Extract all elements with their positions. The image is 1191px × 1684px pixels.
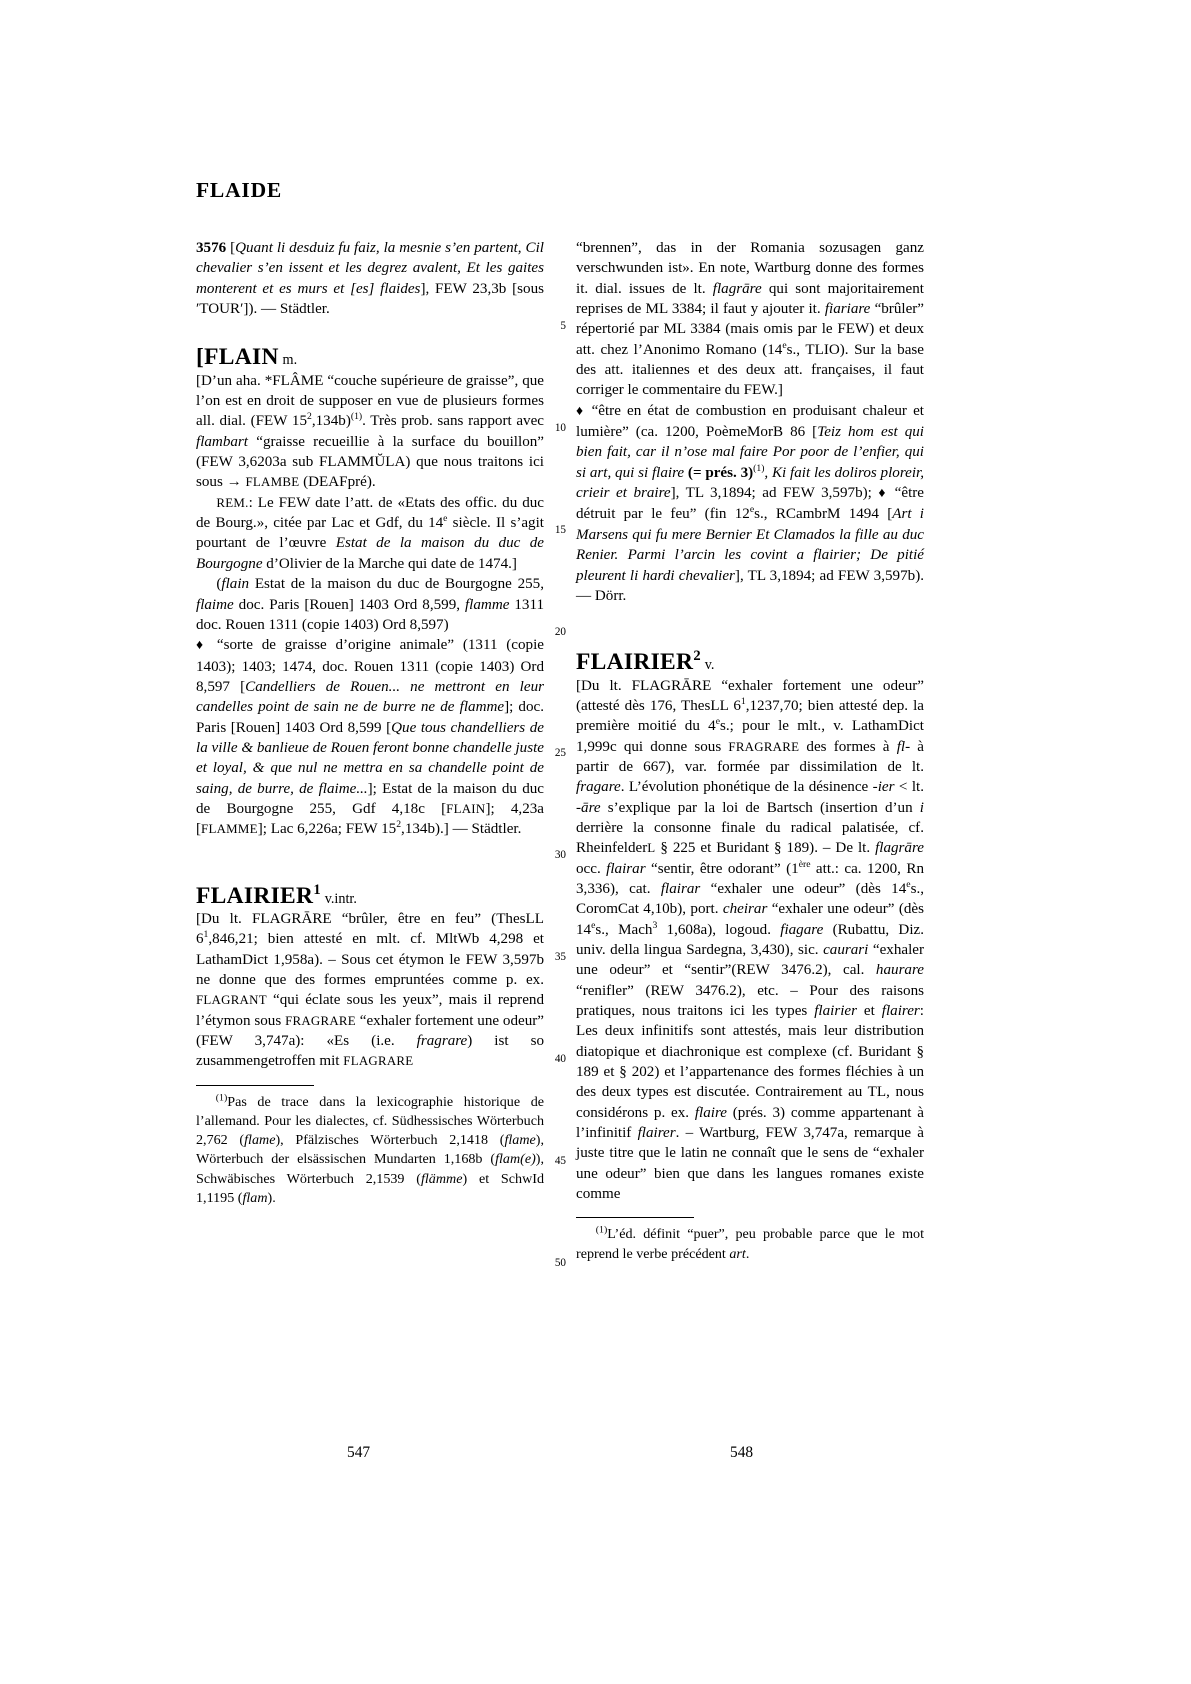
continuation-text-d: s., TLIO). Sur la base des att. italiennes et des deux att. françaises, il faut corriger le commentaire du FEW.] xyxy=(576,341,924,399)
continuation-text-a: “brennen”, das in der Romania sozusagen ganz verschwunden ist». En note, Wartburg donne des formes it. dial. issues de lt. xyxy=(576,240,924,297)
flairier2-text-f: . L’évolution phonétique de la désinence xyxy=(620,779,873,796)
pos-flairier2: v. xyxy=(704,657,715,674)
sense-text-c: ]; Estat de la maison du duc de Bourgogne 255, Gdf 4,18c [ xyxy=(196,780,544,817)
form-flaime: flaime xyxy=(196,596,234,613)
flairier2-italic-i: i xyxy=(919,799,924,816)
sense-flairier1-right xyxy=(576,401,924,606)
flairier2-sup-6: 3 xyxy=(652,919,658,931)
line-number-50: 50 xyxy=(554,1257,566,1269)
flairier2-italic-fragare: fragare xyxy=(576,779,621,796)
line-number-20: 20 xyxy=(554,626,566,638)
sense1-text-f: ], TL 3,1894; ad FEW 3,597b). — Dörr. xyxy=(576,567,924,604)
flairier2-text-x: (prés. 3) comme appartenant à l’infinitif xyxy=(576,1104,924,1142)
footnote-left-italic-4: flämme xyxy=(420,1170,463,1187)
flairier2-italic-flagrare: flagrāre xyxy=(875,840,924,857)
footnote-right-text-a: L’éd. définit “puer”, peu probable parce que le mot reprend le verbe précédent xyxy=(576,1226,924,1262)
footnote-right-mark: (1) xyxy=(595,1224,608,1236)
flairier2-italic-flairer: flairer xyxy=(881,1003,920,1020)
flairier1-text-b: ,846,21; bien attesté en mlt. cf. MltWb 4,298 et LathamDict 1,958a). – Sous cet étymon le FEW 3,597b ne donne que des formes empruntées comme p. ex. xyxy=(196,931,544,988)
sense-text-a: “sorte de graisse d’origine animale” (1311 (copie 1403); 1403; 1474, doc. Rouen 1311 (copie 1403) Ord 8,597 [ xyxy=(196,637,544,695)
flairier2-sup-3: ère xyxy=(798,858,811,870)
flairier2-text-j: § 225 et Buridant § 189). – De lt. xyxy=(655,840,876,857)
footnote-left-italic-2: flame xyxy=(504,1132,536,1149)
line-number-35: 35 xyxy=(554,951,566,963)
lemma-flairier2-text: FLAIRIER xyxy=(576,649,694,676)
etymology-text-b: ,134b) xyxy=(311,413,351,430)
flairier1-text-c: “qui éclate sous les yeux”, mais il reprend l’étymon sous xyxy=(196,992,544,1029)
etymology-text-c: . Très prob. sans rapport avec xyxy=(362,413,544,430)
sense1-quote-2: , Ki fait les doliros ploreir, crieir et braire xyxy=(576,464,924,502)
flairier2-text-c: s.; pour le mlt., v. LathamDict 1,999c qui donne sous xyxy=(576,718,924,755)
flairier2-smallcaps-l: L xyxy=(647,840,656,856)
continuation-paragraph xyxy=(576,238,924,401)
remark-flain xyxy=(196,493,544,574)
footnote-left-text-c: ), Wörterbuch der elsässischen Mundarten 1,168b ( xyxy=(196,1132,544,1168)
folio-right: 548 xyxy=(730,1444,754,1461)
flairier2-italic-caurari: caurari xyxy=(823,942,869,958)
sense-quote-2: Que tous chandelliers de la ville & banlieue de Rouen feront bonne chandelle juste et loyal, & que nul ne mettra en sa chandelle point de saing, de burre, de flaime... xyxy=(196,719,544,797)
folio-left: 547 xyxy=(347,1444,371,1461)
sense-quote-1: Candelliers de Rouen... ne mettront en leur candelles point de sain ne de burre ne de flamme xyxy=(196,678,544,716)
crossref-flambe[interactable]: FLAMBE xyxy=(245,474,300,490)
footnote-left-italic-5: flam xyxy=(242,1189,268,1206)
form-flamme: flamme xyxy=(464,596,510,613)
sense1-quote-3: Art i Marsens qui fu mere Bernier Et Clamados la fille au duc Renier. Parmi l’arcin les covint a flairier; De pitié pleurent li hardi chevalier xyxy=(576,506,924,584)
lemma-flairier2-superscript: 2 xyxy=(693,648,701,665)
citation-3576: 3576 [Quant li desduiz fu faiz, la mesnie s’en partent, Cil chevalier s’en issent et les degrez avalent, Et les gaites monterent et es murs et [es] flaides], FEW 23,3b [sous ʹTOURʹ]). — Städtler. xyxy=(196,240,544,318)
lemma-flain: [FLAIN xyxy=(196,344,279,371)
etymology-italic-flambart: flambart xyxy=(196,433,248,450)
sense1-text-b: (= prés. 3) xyxy=(684,464,754,481)
continuation-italic-flagrare: flagrāre xyxy=(712,280,762,297)
flairier2-text-l: “sentir, être odorant” (1 xyxy=(645,860,799,877)
remark-superscript: e xyxy=(443,513,448,525)
remark-text-c: d’Olivier de la Marche qui date de 1474.] xyxy=(262,555,517,572)
right-column xyxy=(576,238,924,1264)
flairier2-italic-flaire: flaire xyxy=(694,1104,727,1121)
flairier2-text-s: (Rubattu, Diz. univ. della lingua Sardegna, 3,430), sic. xyxy=(576,921,924,958)
etymology-flairier1 xyxy=(196,909,544,1072)
flairier2-text-q: s., Mach xyxy=(595,921,653,938)
remark-text-b: siècle. Il s’agit pourtant de l’œuvre xyxy=(196,515,544,552)
sense-text-b: ]; doc. Paris [Rouen] 1403 Ord 8,599 [ xyxy=(196,699,545,736)
sense1-text-c: ], TL 3,1894; ad FEW 3,597b); xyxy=(670,485,879,502)
remark-label: REM. xyxy=(216,494,249,510)
flairier1-smallcaps-flagrant: FLAGRANT xyxy=(196,992,267,1008)
flairier2-text-m: att.: ca. 1200, Rn 3,336), cat. xyxy=(576,860,924,897)
sense-text-d: ]; 4,23a [ xyxy=(196,800,544,838)
footnote-left-italic-3: flam(e) xyxy=(495,1151,536,1168)
entry-heading-flairier2 xyxy=(576,648,924,676)
left-column xyxy=(196,238,544,1208)
entry-heading-flairier1 xyxy=(196,881,544,909)
lemma-flairier1 xyxy=(196,883,321,909)
footnote-rule-right xyxy=(576,1217,694,1218)
sense-diamond-marker: ♦ xyxy=(196,638,209,654)
continuation-text-b: qui sont majoritairement reprises de ML 3384; il faut y ajouter it. xyxy=(576,280,924,318)
remark-text-a: : Le FEW date l’att. de «Etats des offic. du duc de Bourg.», citée par Lac et Gdf, du 14 xyxy=(196,494,544,532)
line-number-15: 15 xyxy=(554,524,566,536)
flairier1-text-d: “exhaler fortement une odeur” (FEW 3,747a): «Es (i.e. xyxy=(196,1012,544,1050)
flairier1-smallcaps-fragrare: FRAGRARE xyxy=(285,1012,356,1028)
forms-flain xyxy=(196,574,544,635)
footnote-rule-left xyxy=(196,1085,314,1086)
flairier2-italic-fiagare: fiagare xyxy=(780,921,824,938)
forms-text-c: doc. Paris [Rouen] 1403 Ord 8,599, xyxy=(233,596,465,613)
flairier2-text-p: “exhaler une odeur” (dès 14 xyxy=(576,901,924,938)
flairier2-text-n: “exhaler une odeur” (dès 14 xyxy=(700,880,907,897)
citation-quote: Quant li desduiz fu faiz, la mesnie s’en partent, Cil chevalier s’en issent et les degrez avalent, Et les gaites monterent et es murs et [es] flaides xyxy=(196,240,544,297)
flairier2-text-t: “exhaler une odeur” et “sentir”(REW 3476.2), cal. xyxy=(576,942,924,979)
entry-heading-flain xyxy=(196,344,544,371)
footnote-right xyxy=(576,1225,924,1263)
sense-smallcaps-flamme: FLAMME xyxy=(201,821,258,837)
etymology-text-e: (DEAFpré). xyxy=(299,474,376,491)
flairier1-italic-fragrare: fragrare xyxy=(416,1033,468,1050)
flairier1-text-a: [Du lt. FLAGRĀRE “brûler, être en feu” (ThesLL 6 xyxy=(196,910,544,948)
flairier2-text-w: : Les deux infinitifs sont attestés, mais leur distribution diatopique et diachronique est complexe (cf. Buridant § 189 et § 202) et l’appartenance des formes fléchies à un des deux types est discutée. Contrairement au TL, nous considérons p. ex. xyxy=(576,1003,924,1121)
flairier2-smallcaps-fragrare: FRAGRARE xyxy=(728,738,800,754)
flairier2-text-v: et xyxy=(857,1003,882,1020)
running-head: FLAIDE xyxy=(196,178,283,202)
flairier2-text-i: derrière la consonne finale du radical palatisée, cf. Rheinfelder xyxy=(576,819,924,857)
pos-flain: m. xyxy=(282,352,298,369)
flairier2-sup-1: 1 xyxy=(740,695,746,707)
flairier2-text-r: 1,608a), logoud. xyxy=(657,921,781,938)
remark-italic-title: Estat de la maison du duc de Bourgogne xyxy=(196,535,544,572)
flairier2-italic-flairar-cat: flairar xyxy=(660,880,701,897)
flairier2-text-b: ,1237,70; bien attesté dep. la première moitié du 4 xyxy=(576,697,924,735)
flairier2-italic-are: -āre xyxy=(576,799,601,816)
flairier2-text-k: occ. xyxy=(576,860,607,877)
flairier2-sup-4: e xyxy=(906,878,911,890)
flairier2-text-a: [Du lt. FLAGRĀRE “exhaler fortement une odeur” (attesté dès 176, ThesLL 6 xyxy=(576,677,924,714)
sense-text-f: ,134b).] — Städtler. xyxy=(401,821,522,838)
forms-open-paren: ( xyxy=(216,576,222,593)
flairier2-italic-flairer-2: flairer xyxy=(637,1125,676,1142)
continuation-italic-fiariare: fiariare xyxy=(824,301,871,318)
sense1-text-a: “être en état de combustion en produisant chaleur et lumière” (ca. 1200, PoèmeMorB 86 [ xyxy=(576,402,924,441)
flairier2-italic-flairier: flairier xyxy=(814,1003,857,1020)
footnote-right-text-b: . xyxy=(745,1245,750,1262)
sense-diamond-marker-1: ♦ xyxy=(576,403,586,419)
flairier2-text-u: “renifler” (REW 3476.2), etc. – Pour des raisons pratiques, nous traitons ici les types xyxy=(576,982,924,1020)
etymology-flain xyxy=(196,371,544,493)
footnote-left-italic-1: flame xyxy=(244,1132,276,1149)
line-number-5: 5 xyxy=(560,320,566,332)
forms-text-b: Estat de la maison du duc de Bourgogne 255, xyxy=(249,576,544,593)
flairier1-text-e: ) ist so zusammengetroffen mit xyxy=(196,1033,544,1070)
sense1-text-d: “être détruit par le feu” (fin 12 xyxy=(576,485,924,523)
footnote-left-text-a: Pas de trace dans la lexicographie historique de l’allemand. Pour les dialectes, cf. Südhessisches Wörterbuch 2,762 ( xyxy=(196,1093,544,1149)
flairier2-italic-haurare: haurare xyxy=(875,962,924,979)
etymology-flairier2 xyxy=(576,676,924,1205)
forms-text-d: 1311 doc. Rouen 1311 (copie 1403) Ord 8,597) xyxy=(196,596,544,633)
citation-ref: ], FEW 23,3b [sous ʹTOURʹ]). — Städtler. xyxy=(196,280,544,318)
sense1-superscript: e xyxy=(749,504,755,516)
flairier2-text-e: à partir de 667), var. formée par dissimilation de lt. xyxy=(576,738,924,775)
flairier2-text-y: . – Wartburg, FEW 3,747a, remarque à juste titre que le latin ne connaît que le sens de “exhaler une odeur” bien que dans les langues romanes existe comme xyxy=(576,1125,924,1203)
flairier2-italic-ier: -ier xyxy=(872,779,895,796)
flairier2-text-g: < lt. xyxy=(894,779,924,796)
continuation-text-c: “brûler” répertorié par ML 3384 (mais omis par le FEW) et deux att. chez l’Anonimo Romano (14 xyxy=(576,301,925,358)
lemma-flairier1-superscript: 1 xyxy=(313,881,321,898)
lemma-flairier2 xyxy=(576,649,701,675)
citation-number: 3576 xyxy=(196,240,227,256)
flairier1-smallcaps-flagrare: FLAGRARE xyxy=(343,1053,414,1069)
footnote-left-text-f: ). xyxy=(267,1189,276,1206)
sense-superscript: 2 xyxy=(396,819,402,831)
footnote-left xyxy=(196,1093,544,1208)
flairier2-italic-flairar-occ: flairar xyxy=(606,860,646,877)
flairier2-text-h: s’explique par la loi de Bartsch (insertion d’un xyxy=(600,799,920,816)
footnote-left-mark: (1) xyxy=(215,1092,228,1104)
sense1-quote-1: Teiz hom est qui bien fait, car il n’ose mal faire Por poor de l’enfier, qui si art, qui si flaire xyxy=(576,424,924,481)
footnote-left-text-e: ) et SchwId 1,1195 ( xyxy=(196,1170,544,1206)
form-flain: flain xyxy=(221,576,250,593)
flairier1-superscript-1: 1 xyxy=(203,929,209,941)
sense-text-e: ]; Lac 6,226a; FEW 15 xyxy=(257,821,397,838)
line-number-40: 40 xyxy=(554,1053,566,1065)
footnote-left-text-b: ), Pfälzisches Wörterbuch 2,1418 ( xyxy=(275,1132,505,1149)
sense-smallcaps-flain: FLAIN xyxy=(446,800,486,816)
etymology-text-a: [D’un aha. *FLÂME “couche supérieure de graisse”, que l’on est en droit de supposer en vue de plusieurs formes all. dial. (FEW 15 xyxy=(196,372,544,430)
flairier2-sup-2: e xyxy=(715,716,721,728)
flairier2-italic-cheirar: cheirar xyxy=(722,901,768,918)
footnote-ref-right-1[interactable]: (1) xyxy=(753,462,765,474)
flairier2-italic-fl: fl- xyxy=(896,738,911,755)
lemma-flairier1-text: FLAIRIER xyxy=(196,882,314,909)
etymology-text-d: “graisse recueillie à la surface du bouillon” (FEW 3,6203a sub FLAMMŬLA) que nous traitons ici sous → xyxy=(196,433,544,491)
footnote-ref-1[interactable]: (1) xyxy=(350,411,363,423)
line-number-25: 25 xyxy=(554,747,566,759)
line-number-30: 30 xyxy=(554,849,566,861)
flairier2-text-o: s., CoromCat 4,10b), port. xyxy=(576,880,924,918)
flairier2-sup-5: e xyxy=(591,919,596,931)
line-number-45: 45 xyxy=(554,1155,566,1167)
footnote-left-text-d: ), Schwäbisches Wörterbuch 2,1539 ( xyxy=(196,1151,544,1187)
continuation-superscript: e xyxy=(782,339,787,351)
flairier2-text-d: des formes à xyxy=(799,738,897,755)
footnote-right-italic-art: art xyxy=(729,1245,746,1262)
line-number-10: 10 xyxy=(554,422,566,434)
pos-flairier1: v.intr. xyxy=(324,890,357,907)
sense-diamond-marker-2: ♦ xyxy=(878,486,889,502)
sense1-text-e: s., RCambrM 1494 [ xyxy=(754,506,893,523)
sense-flain xyxy=(196,635,544,839)
etymology-superscript: 2 xyxy=(307,411,312,423)
